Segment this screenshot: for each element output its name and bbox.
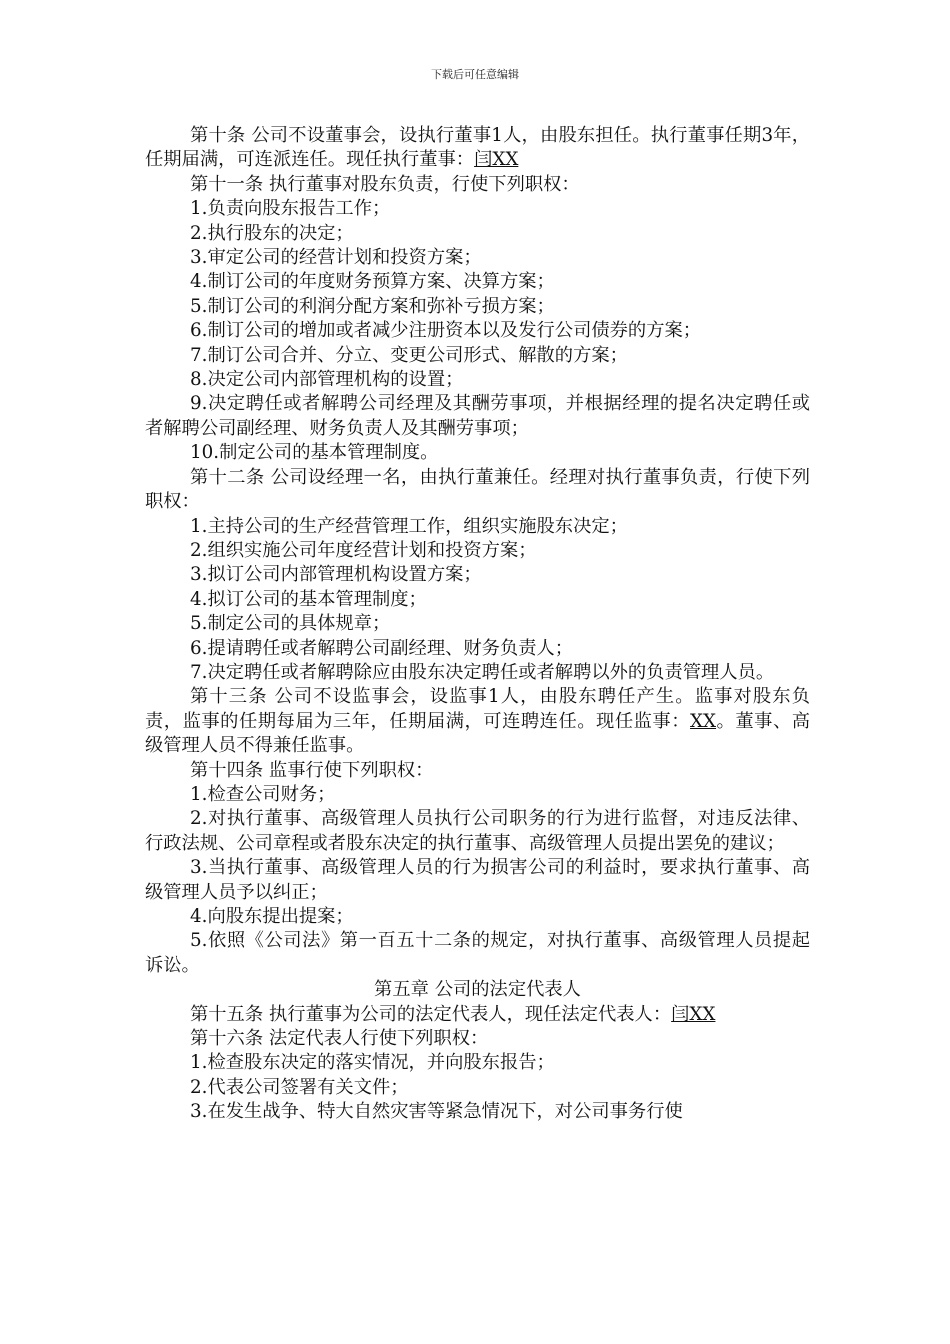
article-15-text: 第十五条 执行董事为公司的法定代表人，现任法定代表人： <box>190 1003 672 1025</box>
list-item: 1.主持公司的生产经营管理工作，组织实施股东决定； <box>190 515 628 537</box>
list-item: 4.向股东提出提案； <box>190 906 354 927</box>
article-10 <box>145 124 810 173</box>
executive-director-name: 闫XX <box>474 149 519 171</box>
list-item: 5.制订公司的利润分配方案和弥补亏损方案； <box>190 295 555 317</box>
list-item: 3.当执行董事、高级管理人员的行为损害公司的利益时，要求执行董事、高级管理人员予以纠正； <box>145 857 810 903</box>
article-16: 第十六条 法定代表人行使下列职权： <box>190 1028 489 1050</box>
article-15 <box>145 1003 810 1027</box>
document-body <box>145 124 810 1125</box>
page-header: 下载后可任意编辑 <box>431 68 519 81</box>
chapter-heading: 第五章 公司的法定代表人 <box>374 979 581 1001</box>
article-11: 第十一条 执行董事对股东负责，行使下列职权： <box>190 173 580 195</box>
list-item: 1.负责向股东报告工作； <box>190 198 391 220</box>
legal-representative-name: 闫XX <box>671 1003 716 1025</box>
list-item: 2.代表公司签署有关文件； <box>190 1076 409 1098</box>
list-item: 2.对执行董事、高级管理人员执行公司职务的行为进行监督，对违反法律、行政法规、公司章程或者股东决定的执行董事、高级管理人员提出罢免的建议； <box>145 808 810 854</box>
article-13-text: 第十三条 公司不设监事会，设监事1人，由股东聘任产生。监事对股东负责，监事的任期每届为三年，任期届满，可连聘连任。现任监事： <box>145 686 810 732</box>
list-item: 6.制订公司的增加或者减少注册资本以及发行公司债券的方案； <box>190 320 702 342</box>
list-item: 5.制定公司的具体规章； <box>190 613 391 635</box>
list-item: 9.决定聘任或者解聘公司经理及其酬劳事项，并根据经理的提名决定聘任或者解聘公司副经理、财务负责人及其酬劳事项； <box>145 393 810 439</box>
list-item: 1.检查公司财务； <box>190 783 336 805</box>
list-item: 3.在发生战争、特大自然灾害等紧急情况下，对公司事务行使 <box>190 1101 683 1123</box>
list-item: 2.组织实施公司年度经营计划和投资方案； <box>190 539 537 561</box>
list-item: 1.检查股东决定的落实情况，并向股东报告； <box>190 1052 555 1074</box>
article-13-tail: 。董事、高级管理人员不得兼任监事。 <box>145 710 811 757</box>
list-item: 3.拟订公司内部管理机构设置方案； <box>190 564 482 586</box>
list-item: 6.提请聘任或者解聘公司副经理、财务负责人； <box>190 637 574 659</box>
list-item: 2.执行股东的决定； <box>190 222 354 244</box>
supervisor-name: XX <box>690 710 717 732</box>
article-10-text: 第十条 公司不设董事会，设执行董事1人，由股东担任。执行董事任期3年，任期届满，可连派连任。现任执行董事： <box>145 125 810 171</box>
article-14: 第十四条 监事行使下列职权： <box>190 759 434 781</box>
list-item: 5.依照《公司法》第一百五十二条的规定，对执行董事、高级管理人员提起诉讼。 <box>145 930 810 976</box>
article-13 <box>145 685 810 758</box>
list-item: 7.制订公司合并、分立、变更公司形式、解散的方案； <box>190 344 628 366</box>
list-item: 8.决定公司内部管理机构的设置； <box>190 369 464 391</box>
article-12: 第十二条 公司设经理一名，由执行董兼任。经理对执行董事负责，行使下列职权： <box>145 466 810 513</box>
list-item: 4.拟订公司的基本管理制度； <box>190 588 427 610</box>
list-item: 3.审定公司的经营计划和投资方案； <box>190 247 482 269</box>
list-item: 10.制定公司的基本管理制度。 <box>190 442 439 464</box>
list-item: 7.决定聘任或者解聘除应由股东决定聘任或者解聘以外的负责管理人员。 <box>190 661 775 683</box>
list-item: 4.制订公司的年度财务预算方案、决算方案； <box>190 271 555 293</box>
